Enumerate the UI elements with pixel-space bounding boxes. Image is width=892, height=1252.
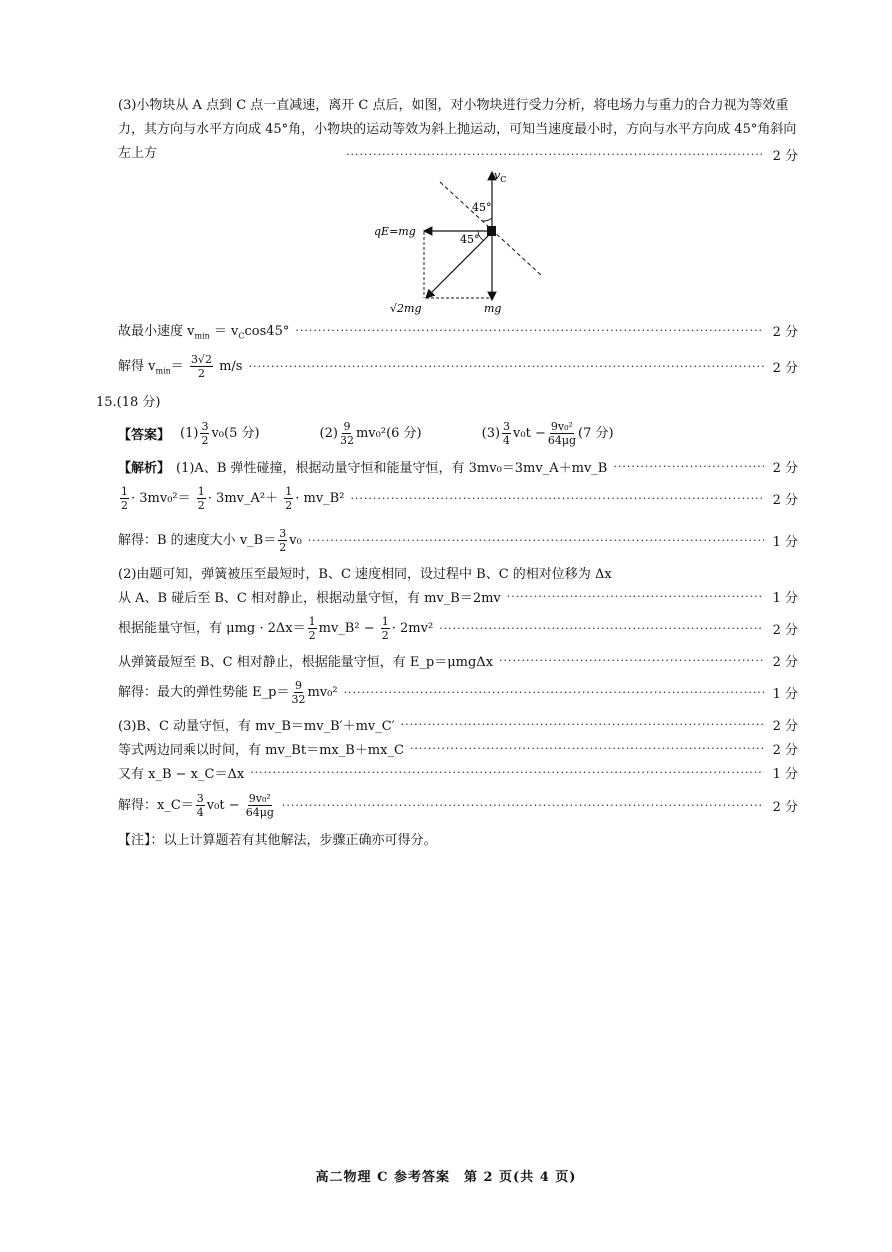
analysis-line-3 [118,524,798,556]
min-speed-text: 故最小速度 $v_{min} = v_C\cos 45^\circ$ [118,323,290,341]
score: 2 分 [772,492,798,508]
b-velocity: 解得：B 的速度大小 v_B＝ $\frac{3}{2}$ v₀ [118,526,302,554]
score: 2 分 [772,324,798,340]
analysis-text: 等式两边同乘以时间，有 mv_Bt＝mx_B＋mx_C [118,742,404,758]
analysis-line-6 [118,612,798,644]
leader-dots [248,360,764,373]
question-15-title: 15.(18 分) [96,395,161,410]
qe-label: qE=mg [374,225,416,238]
note: 【注】：以上计算题若有其他解法，步骤正确亦可得分。 [118,832,437,848]
analysis-tag: 【解析】 [118,460,171,476]
score: 1 分 [772,766,798,782]
analysis-text: (3)B、C 动量守恒，有 mv_B＝mv_B′＋mv_C′ [118,718,395,734]
answer-1: (1) $\frac{3}{2}$ v₀(5 分) [180,419,260,447]
analysis-text: 从弹簧最短至 B、C 相对静止，根据能量守恒，有 E_p＝μmgΔx [118,654,494,670]
analysis-text: (1)A、B 弹性碰撞，根据动量守恒和能量守恒，有 3mv₀＝3mv_A＋mv_B [176,460,608,476]
force-diagram [360,166,560,316]
part3-score-line [340,142,798,166]
analysis-line-8 [118,676,798,708]
block [487,226,496,236]
part3-text: (3)小物块从 A 点到 C 点一直减速，离开 C 点后，如图，对小物块进行受力分析，将电场力与重力的合力视为等效重力，其方向与水平方向成 45°角，小物块的运动等效为斜上抛运动，可知当速度最小时，方向与水平方向成 45°角斜向左上方 [118,98,797,161]
score: 2 分 [772,799,798,815]
score: 2 分 [772,148,798,164]
solve-speed-line [118,350,798,382]
analysis-line-2 [118,482,798,514]
vc-label: $v_C$ [494,169,507,184]
analysis-text: (2)由题可知，弹簧被压至最短时，B、C 速度相同，设过程中 B、C 的相对位移为 Δx [118,566,612,582]
leader-dots [346,148,764,161]
score: 2 分 [772,742,798,758]
energy-equation: $\frac{1}{2}$ · 3mv₀²＝ $\frac{1}{2}$ · 3mv_A²＋ $\frac{1}{2}$ · mv_B² [121,484,345,512]
leader-dots [613,460,764,473]
analysis-line-9 [118,712,798,736]
analysis-text: 又有 x_B − x_C＝Δx [118,766,245,782]
analysis-text: 从 A、B 碰后至 B、C 相对静止，根据动量守恒，有 mv_B＝2mv [118,590,501,606]
leader-dots [439,622,764,635]
leader-dots [350,492,764,505]
leader-dots [308,534,764,547]
score: 2 分 [772,460,798,476]
leader-dots [499,654,764,667]
note-line [118,826,798,850]
leader-dots [507,590,764,603]
answer-line [118,418,798,448]
leader-dots [344,686,764,699]
analysis-line-4 [118,560,798,584]
angle-arc-1 [482,218,492,221]
answer-2: (2) $\frac{9}{32}$ mv₀²(6 分) [319,419,422,447]
resultant-label: √2mg [390,302,422,315]
leader-dots [282,799,764,812]
score: 1 分 [772,590,798,606]
energy-conservation: 根据能量守恒，有 μmg · 2Δx＝ $\frac{1}{2}$ mv_B² − $\frac{1}{2}$ · 2mv² [118,614,434,642]
solve-speed-text: 解得 $v_{min}=$ $\frac{3√2}{2}$ m/s [118,352,243,380]
analysis-line-5 [118,584,798,608]
score: 1 分 [772,534,798,550]
analysis-line-7 [118,648,798,672]
analysis-line-12 [118,788,798,822]
analysis-line-11 [118,760,798,784]
score: 2 分 [772,622,798,638]
score: 2 分 [772,718,798,734]
score: 1 分 [772,686,798,702]
leader-dots [410,742,764,755]
xc-solution: 解得：x_C＝ $\frac{3}{4}$ v₀t − $\frac{\text{9v₀²}}{64\mu g}$ [118,791,274,819]
resultant-arrow [426,234,490,298]
max-energy: 解得：最大的弹性势能 E_p＝ $\frac{9}{32}$ mv₀² [118,678,338,706]
analysis-line-10 [118,736,798,760]
angle-label-1: 45° [472,201,492,214]
page-footer: 高二物理 C 参考答案 第 2 页(共 4 页) [315,1170,577,1185]
min-speed-line [118,318,798,342]
answer-3: (3) $\frac{3}{4}$ v₀t − $\frac{\text{9v₀²}}{64\mu g}$ (7 分) [481,419,614,447]
score: 2 分 [772,654,798,670]
answer-tag: 【答案】 [118,427,171,443]
leader-dots [295,324,764,337]
mg-label: mg [484,302,502,315]
analysis-line-1 [118,454,798,478]
leader-dots [401,718,764,731]
leader-dots [250,766,764,779]
angle-label-2: 45° [460,233,480,246]
score: 2 分 [772,360,798,376]
